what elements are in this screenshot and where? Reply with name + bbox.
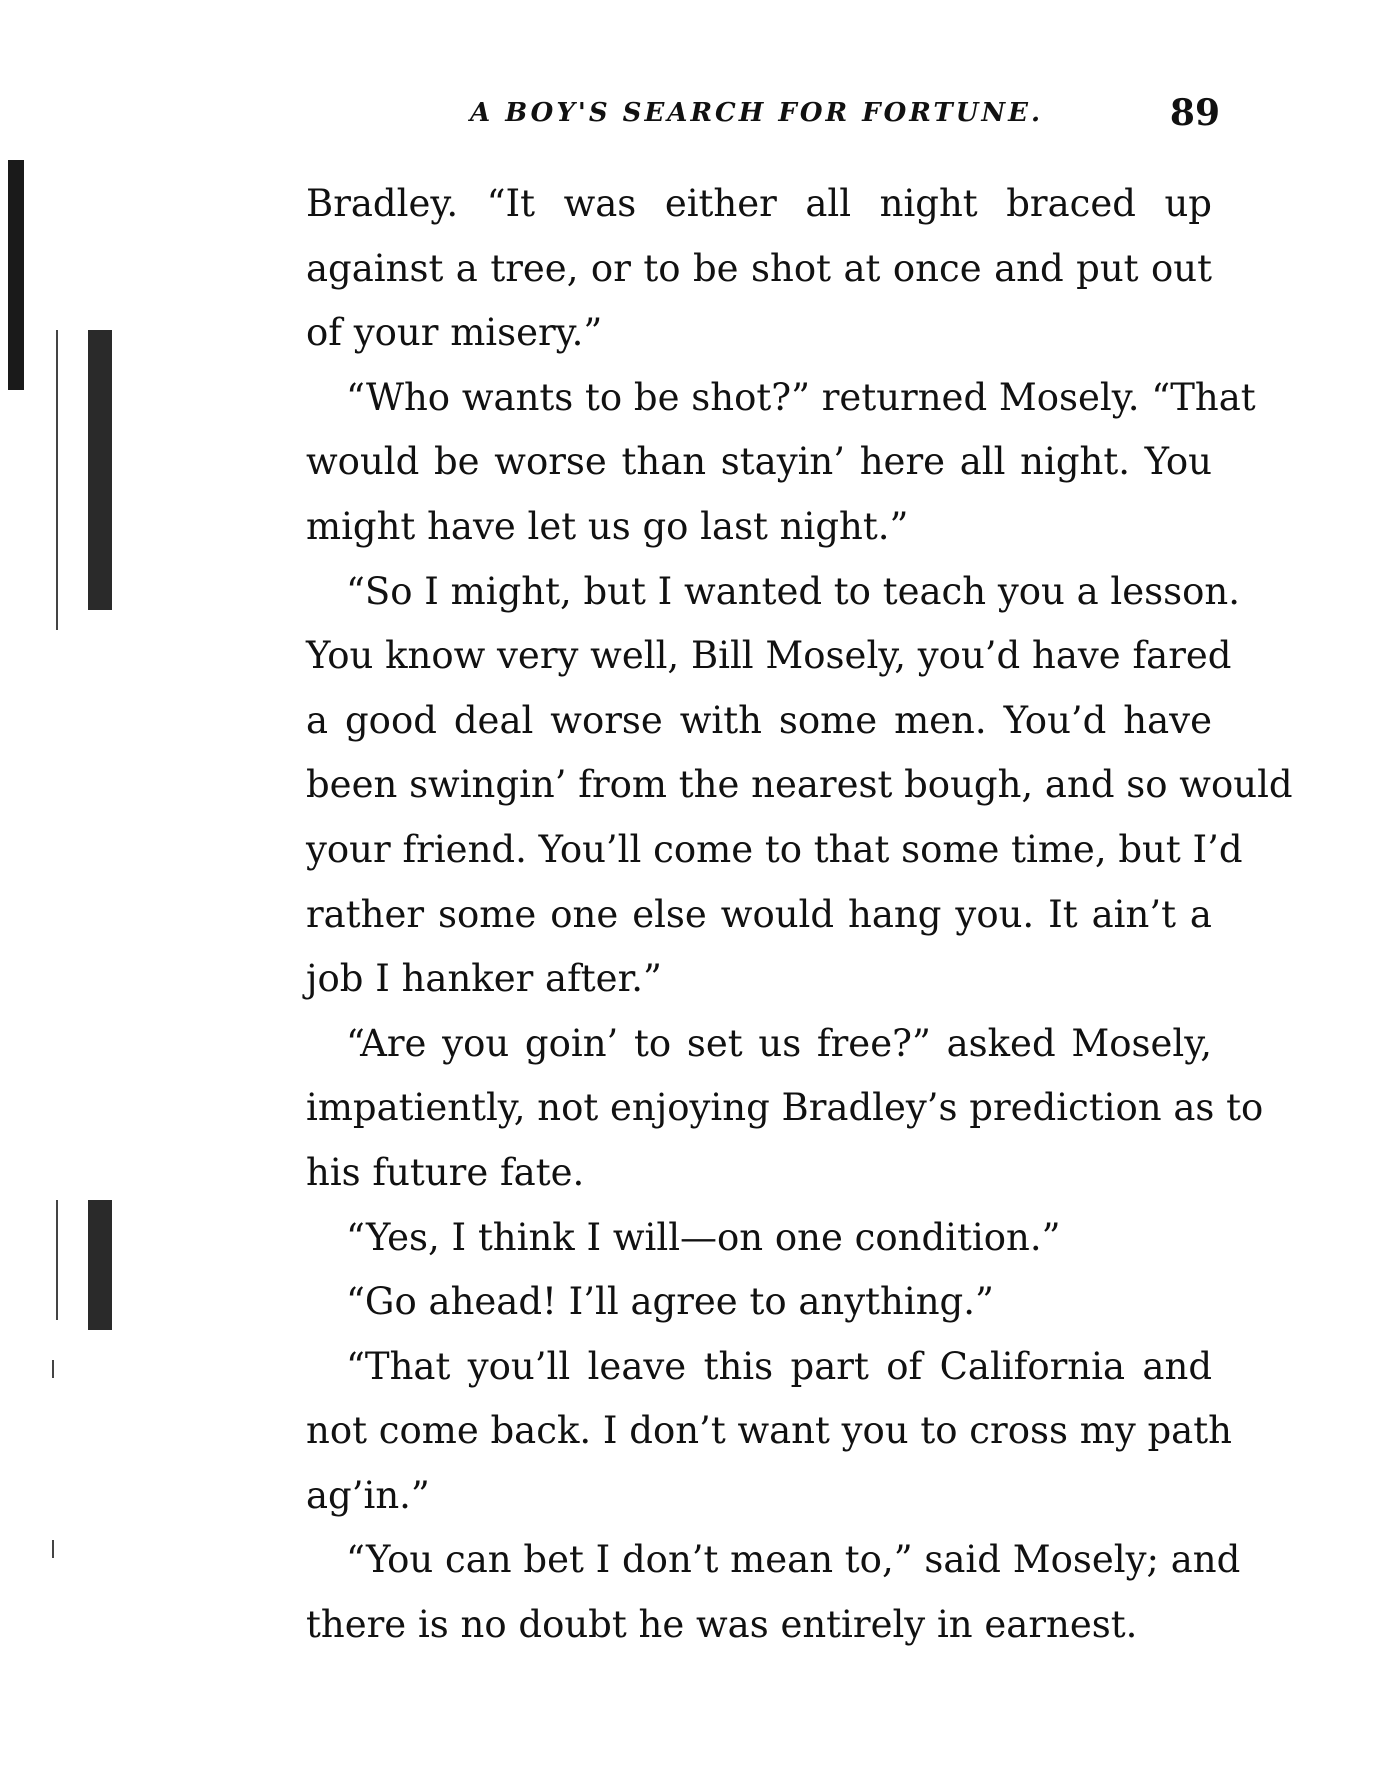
text-line: “Go ahead! I’ll agree to anything.”: [346, 1280, 994, 1324]
scan-edge-line: [56, 1200, 58, 1320]
scan-edge-line: [56, 330, 58, 630]
text-line: You know very well, Bill Mosely, you’d have fared: [306, 634, 1232, 678]
text-line: a good deal worse with some men. You’d have: [306, 698, 1212, 742]
text-line: not come back. I don’t want you to cross my path: [306, 1409, 1232, 1453]
scan-edge-line: [52, 1540, 54, 1558]
scan-edge-mark: [88, 330, 112, 610]
text-line: “Who wants to be shot?” returned Mosely. “That: [346, 375, 1256, 419]
running-title: A BOY'S SEARCH FOR FORTUNE.: [470, 98, 1044, 128]
text-line: your friend. You’ll come to that some time, but I’d: [306, 827, 1243, 871]
text-line: his future fate.: [306, 1150, 585, 1194]
text-line: rather some one else would hang you. It ain’t a: [306, 892, 1212, 936]
text-line: “Are you goin’ to set us free?” asked Mosely,: [346, 1021, 1212, 1065]
page-number: 89: [1169, 92, 1220, 134]
text-line: impatiently, not enjoying Bradley’s prediction as to: [306, 1086, 1264, 1130]
text-line: ag’in.”: [306, 1473, 430, 1517]
text-line: would be worse than stayin’ here all night. You: [306, 440, 1212, 484]
text-line: job I hanker after.”: [306, 957, 662, 1001]
text-line: been swingin’ from the nearest bough, and so would: [306, 763, 1293, 807]
text-line: “Yes, I think I will—on one condition.”: [346, 1215, 1061, 1259]
text-line: Bradley. “It was either all night braced up: [306, 182, 1212, 225]
body-text: [306, 172, 1293, 1658]
scan-edge-line: [52, 1360, 54, 1378]
text-line: might have let us go last night.”: [306, 504, 909, 548]
scan-edge-mark: [88, 1200, 112, 1330]
text-line: “That you’ll leave this part of California and: [346, 1344, 1212, 1388]
text-line: of your misery.”: [306, 311, 603, 355]
scan-edge-mark: [8, 160, 24, 390]
text-line: there is no doubt he was entirely in earnest.: [306, 1603, 1138, 1647]
running-head: [470, 92, 1220, 136]
text-line: “So I might, but I wanted to teach you a lesson.: [346, 569, 1240, 613]
text-line: “You can bet I don’t mean to,” said Mosely; and: [346, 1538, 1241, 1582]
text-line: against a tree, or to be shot at once and put out: [306, 246, 1212, 290]
